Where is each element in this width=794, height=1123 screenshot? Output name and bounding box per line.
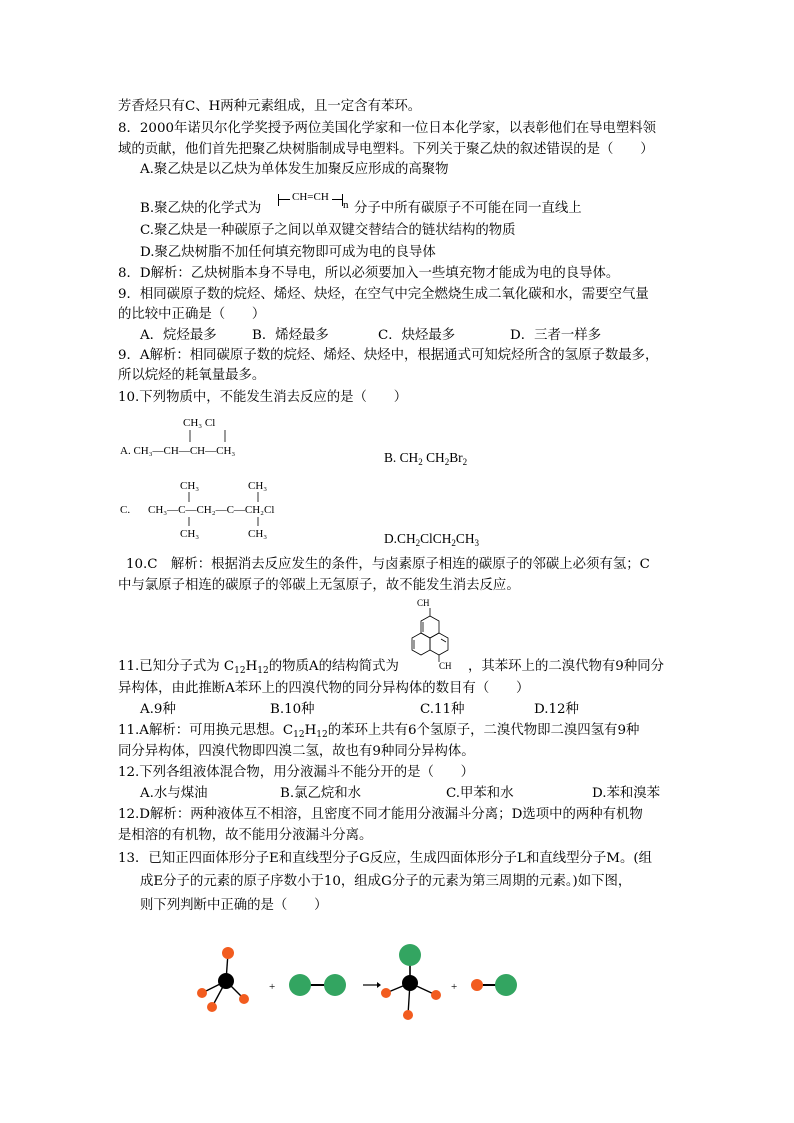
option-9a: A．烷烃最多 bbox=[140, 328, 217, 343]
option-8a: A.聚乙炔是以乙炔为单体发生加聚反应形成的高聚物 bbox=[140, 162, 449, 177]
svg-text:+: + bbox=[269, 981, 276, 993]
question-8: 8．2000年诺贝尔化学奖授予两位美国化学家和一位日本化学家，以表彰他们在导电塑料领 bbox=[118, 121, 657, 136]
option-12a: A.水与煤油 bbox=[140, 786, 208, 801]
option-9d: D．三者一样多 bbox=[510, 328, 602, 343]
structure-10a bbox=[118, 412, 288, 460]
molecule-l bbox=[381, 944, 441, 1020]
option-10b: B. $CH_2$ $CH_2Br_2$ bbox=[384, 450, 468, 467]
option-12d: D.苯和溴苯 bbox=[592, 786, 661, 801]
option-11c: C.11种 bbox=[420, 702, 465, 717]
question-9: 9．相同碳原子数的烷烃、烯烃、炔烃，在空气中完全燃烧生成二氧化碳和水，需要空气量 bbox=[118, 287, 649, 302]
option-8b-text: 分子中所有碳原子不可能在同一直线上 bbox=[354, 201, 582, 216]
structure-10c-main: CH₃—C—CH₂—C—CH₂Cl bbox=[148, 504, 275, 516]
question-13-line3: 则下列判断中正确的是（ ） bbox=[140, 898, 328, 913]
answer-10-cont: 中与氯原子相连的碳原子的邻碳上无氢原子，故不能发生消去反应。 bbox=[118, 578, 520, 593]
question-11-line2: 异构体，由此推断A苯环上的四溴代物的同分异构体的数目有（ ） bbox=[118, 681, 530, 696]
answer-9-cont: 所以烷烃的耗氧量最多。 bbox=[118, 368, 266, 383]
reaction-diagram bbox=[180, 935, 540, 1030]
polyacetylene-formula bbox=[276, 186, 356, 216]
structure-10a-top: CH₃ Cl bbox=[183, 417, 216, 429]
option-12c: C.甲苯和水 bbox=[446, 786, 514, 801]
question-11: 11.已知分子式为 $C_{12}H_{12}$的物质A的结构简式为 bbox=[118, 659, 399, 676]
structure-10c-label: C. bbox=[120, 504, 131, 516]
answer-9: 9．A解析：相同碳原子数的烷烃、烯烃、炔烃中，根据通式可知烷烃所含的氢原子数最多， bbox=[118, 348, 659, 363]
subscript-n: n bbox=[343, 199, 349, 211]
structure-10c-bot-1: CH₃ bbox=[180, 528, 200, 540]
answer-12: 12.D解析：两种液体互不相溶，且密度不同才能用分液漏斗分离；D选项中的两种有机物 bbox=[118, 807, 643, 822]
molecule-m bbox=[471, 974, 517, 996]
answer-10: 10.C 解析：根据消去反应发生的条件，与卤素原子相连的碳原子的邻碳上必须有氢；C bbox=[126, 557, 650, 572]
svg-text:+: + bbox=[451, 981, 458, 993]
polyacetylene-repeat-unit: CH=CH bbox=[292, 191, 329, 203]
question-13-line2: 成E分子的元素的原子序数小于10，组成G分子的元素为第三周期的元素。)如下图， bbox=[140, 874, 632, 889]
structure-10a-main: A. CH₃—CH—CH—CH₃ bbox=[120, 445, 236, 457]
reaction-arrow bbox=[363, 982, 381, 988]
structure-10c-bot-2: CH₃ bbox=[248, 528, 268, 540]
option-10d: $D.CH_2ClCH_2CH_3$ bbox=[384, 531, 479, 548]
option-8d: D.聚乙炔树脂不加任何填充物即可成为电的良导体 bbox=[140, 245, 436, 260]
question-11-cont: ，其苯环上的二溴代物有9种同分 bbox=[468, 659, 664, 674]
methyl-label-bottom: CH bbox=[439, 661, 452, 671]
option-9b: B．烯烃最多 bbox=[252, 328, 329, 343]
question-9-cont: 的比较中正确是（ ） bbox=[118, 307, 266, 322]
option-11b: B.10种 bbox=[270, 702, 315, 717]
answer-8: 8．D解析：乙炔树脂本身不导电，所以必须要加入一些填充物才能成为电的良导体。 bbox=[118, 266, 620, 281]
answer-12-cont: 是相溶的有机物，故不能用分液漏斗分离。 bbox=[118, 828, 373, 843]
structure-10c-top-1: CH₃ bbox=[180, 480, 200, 492]
molecule-e bbox=[197, 947, 249, 1012]
naphthalene-structure bbox=[405, 596, 465, 674]
answer-11-cont: 同分异构体，四溴代物即四溴二氢，故也有9种同分异构体。 bbox=[118, 744, 475, 759]
option-9c: C．炔烃最多 bbox=[378, 328, 456, 343]
option-11a: A.9种 bbox=[140, 702, 176, 717]
option-8b-label: B.聚乙炔的化学式为 bbox=[140, 201, 262, 216]
answer-11: 11.A解析：可用换元思想。$C_{12}H_{12}$的苯环上共有6个氢原子，二溴代物即二溴四氢有9种 bbox=[118, 723, 640, 740]
option-11d: D.12种 bbox=[534, 702, 579, 717]
option-8c: C.聚乙炔是一种碳原子之间以单双键交替结合的链状结构的物质 bbox=[140, 223, 516, 238]
text-line: 芳香烃只有C、H两种元素组成，且一定含有苯环。 bbox=[118, 99, 422, 114]
question-13: 13．已知正四面体形分子E和直线型分子G反应，生成四面体形分子L和直线型分子M。(组 bbox=[118, 851, 653, 866]
question-10: 10.下列物质中，不能发生消去反应的是（ ） bbox=[118, 390, 408, 405]
option-12b: B.氯乙烷和水 bbox=[280, 786, 362, 801]
structure-10c-top-2: CH₃ bbox=[248, 480, 268, 492]
structure-10c bbox=[118, 476, 328, 542]
question-12: 12.下列各组液体混合物，用分液漏斗不能分开的是（ ） bbox=[118, 765, 475, 780]
methyl-label-top: CH bbox=[417, 598, 430, 608]
question-8-cont: 域的贡献，他们首先把聚乙炔树脂制成导电塑料。下列关于聚乙炔的叙述错误的是（ ） bbox=[118, 142, 654, 157]
molecule-g bbox=[289, 974, 346, 996]
